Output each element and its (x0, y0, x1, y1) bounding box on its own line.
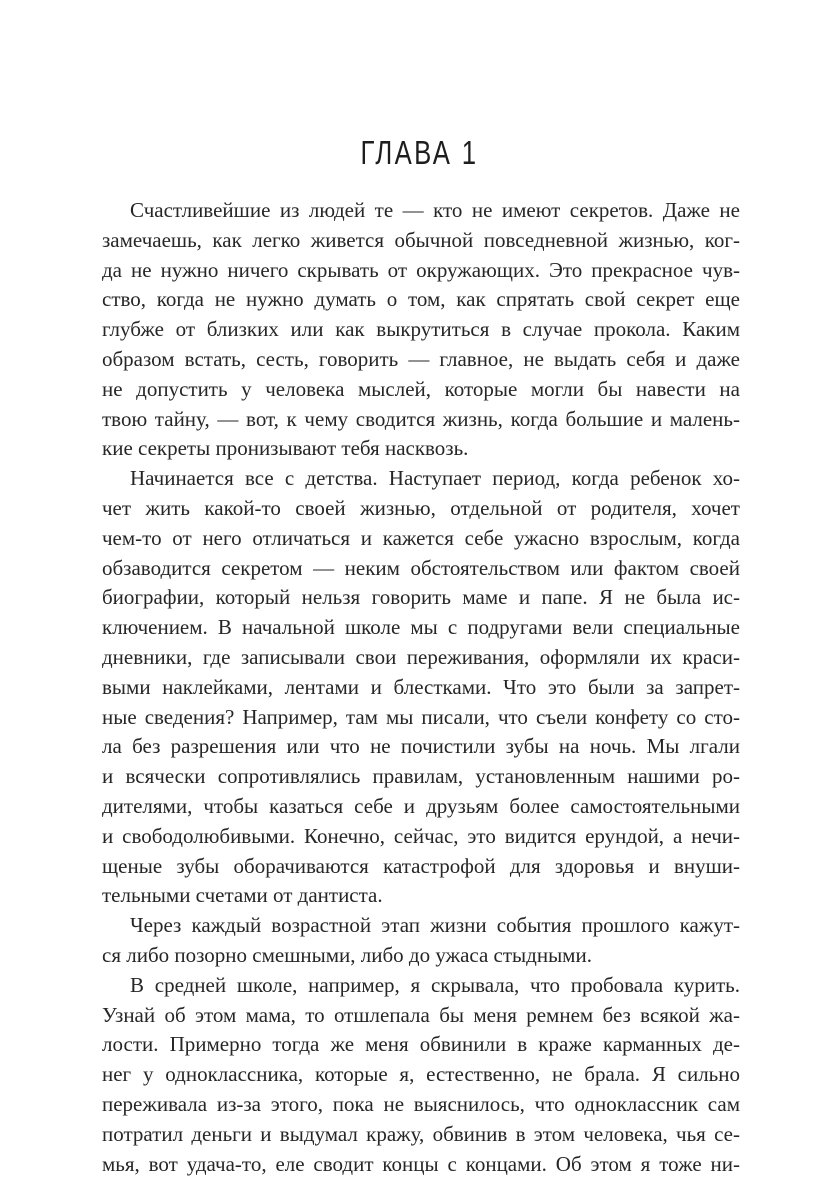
text-line: ключением. В начальной школе мы с подругами вели специальные (102, 615, 740, 640)
text-line: и свободолюбивыми. Конечно, сейчас, это видится ерундой, а нечи- (102, 823, 740, 848)
text-line: выми наклейками, лентами и блестками. Что это были за запрет- (102, 674, 740, 699)
text-line: и всячески сопротивлялись правилам, установленным нашими ро- (102, 764, 740, 789)
text-line: мья, вот удача-то, еле сводит концы с концами. Об этом я тоже ни- (102, 1151, 740, 1176)
text-line: лости. Примерно тогда же меня обвинили в краже карманных де- (102, 1032, 740, 1057)
text-line: чем-то от него отличаться и кажется себе ужасно взрослым, когда (102, 525, 740, 550)
text-line: нег у одноклассника, которые я, естественно, не брала. Я сильно (102, 1062, 740, 1087)
text-line: дителями, чтобы казаться себе и друзьям более самостоятельными (102, 793, 740, 818)
text-line: Через каждый возрастной этап жизни события прошлого кажут- (130, 913, 740, 938)
text-line: не допустить у человека мыслей, которые могли бы навести на (102, 376, 740, 401)
text-line: твою тайну, — вот, к чему сводится жизнь, когда большие и малень- (102, 406, 740, 431)
text-line: чет жить какой-то своей жизнью, отдельной от родителя, хочет (102, 495, 740, 520)
text-line: ные сведения? Например, там мы писали, что съели конфету со сто- (102, 704, 740, 729)
text-line: тельными счетами от дантиста. (102, 883, 383, 908)
text-line: ся либо позорно смешными, либо до ужаса стыдными. (102, 942, 592, 967)
text-line: кие секреты пронизывают тебя насквозь. (102, 436, 469, 461)
text-line: замечаешь, как легко живется обычной повседневной жизнью, ког- (102, 227, 740, 252)
text-line: Узнай об этом мама, то отшлепала бы меня ремнем без всякой жа- (102, 1002, 740, 1027)
text-line: В средней школе, например, я скрывала, что пробовала курить. (130, 972, 740, 997)
text-line: щеные зубы оборачиваются катастрофой для здоровья и внуши- (102, 853, 740, 878)
text-line: образом встать, сесть, говорить — главное, не выдать себя и даже (102, 346, 740, 371)
text-line: глубже от близких или как выкрутиться в случае прокола. Каким (102, 317, 740, 342)
text-line: переживала из-за этого, пока не выяснилось, что одноклассник сам (102, 1091, 740, 1116)
text-line: биографии, который нельзя говорить маме и папе. Я не была ис- (102, 585, 740, 610)
text-line: ла без разрешения или что не почистили зубы на ночь. Мы лгали (102, 734, 740, 759)
text-line: ство, когда не нужно думать о том, как спрятать свой секрет еще (102, 287, 740, 312)
text-line: Начинается все с детства. Наступает период, когда ребенок хо- (130, 466, 740, 491)
text-line: Счастливейшие из людей те — кто не имеют секретов. Даже не (130, 198, 740, 222)
text-line: потратил деньги и выдумал кражу, обвинив в этом человека, чья се- (102, 1121, 740, 1146)
chapter-title: ГЛАВА 1 (360, 134, 479, 171)
text-line: дневники, где записывали свои переживания, оформляли их краси- (102, 644, 740, 669)
text-line: обзаводится секретом — неким обстоятельством или фактом своей (102, 555, 740, 580)
text-line: да не нужно ничего скрывать от окружающих. Это прекрасное чув- (102, 257, 740, 282)
body-text (102, 196, 740, 1179)
